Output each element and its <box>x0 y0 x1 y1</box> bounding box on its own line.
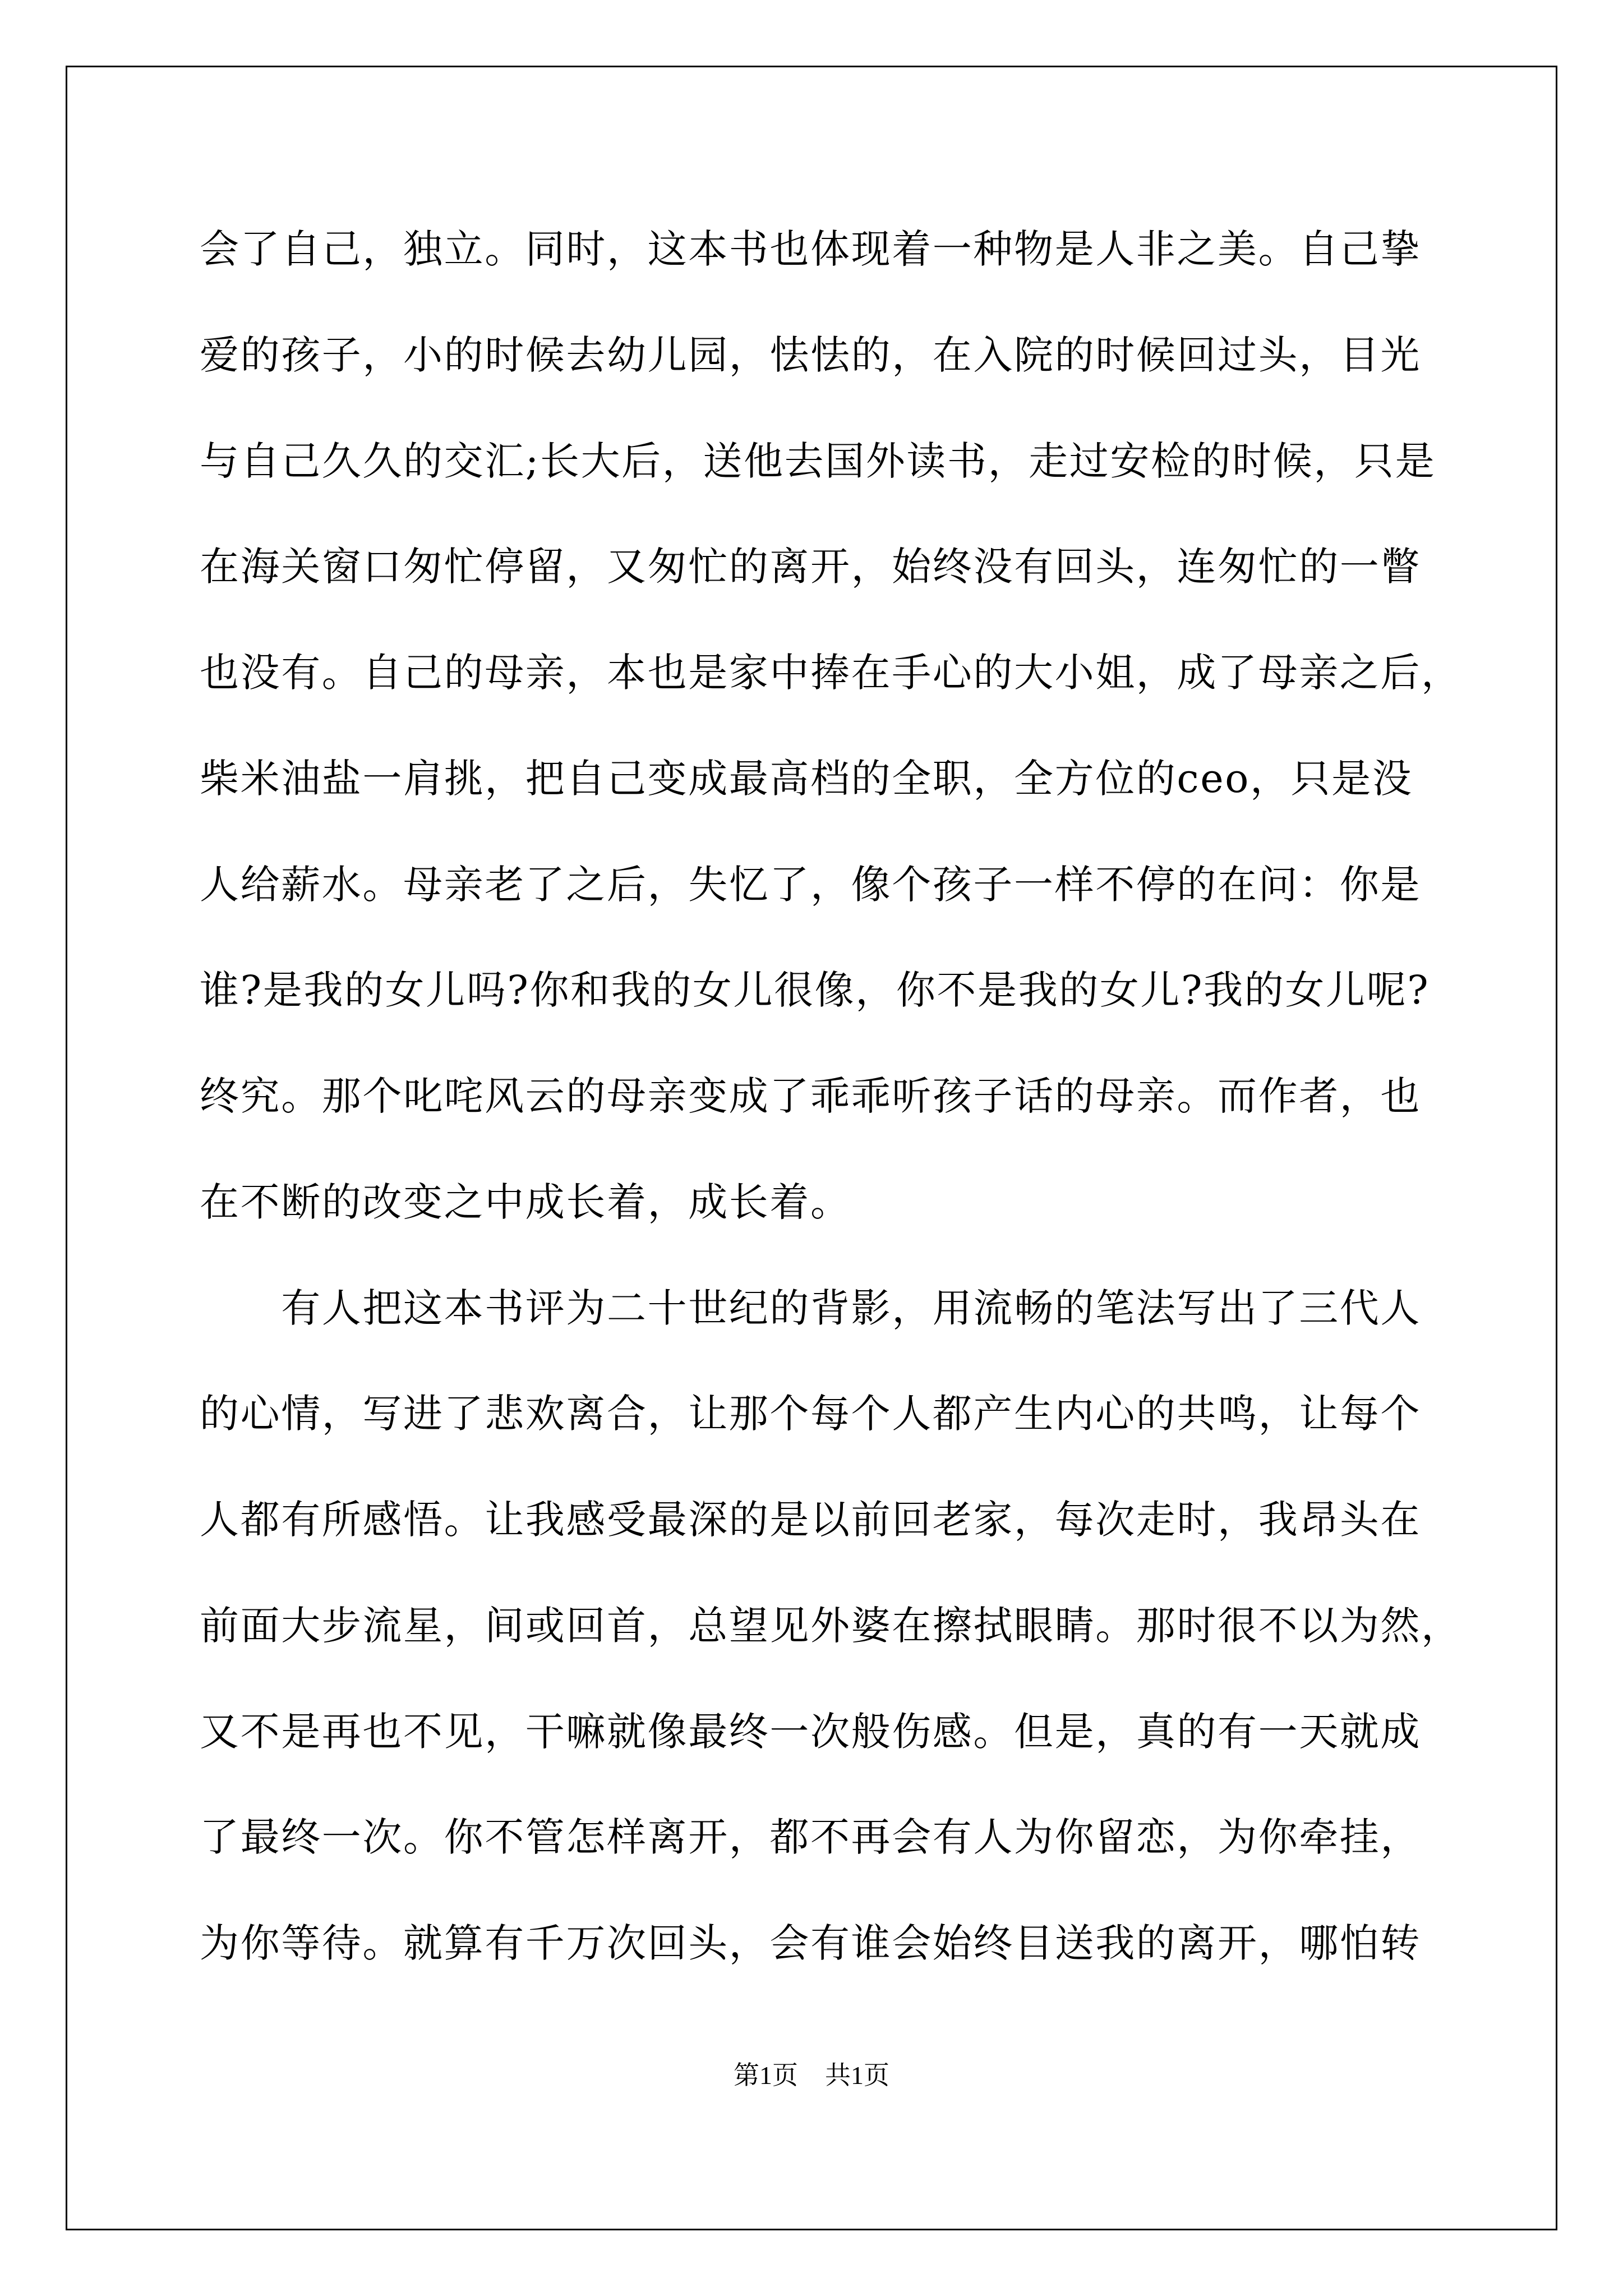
page-border <box>66 66 1557 2230</box>
page-total: 共1页 <box>825 2061 889 2090</box>
text-line: 前面大步流星，间或回首，总望见外婆在擦拭眼睛。那时很不以为然， <box>200 1603 1462 1649</box>
text-line: 柴米油盐一肩挑，把自己变成最高档的全职，全方位的ceo，只是没 <box>200 756 1413 802</box>
text-line: 人给薪水。母亲老了之后，失忆了，像个孩子一样不停的在问：你是 <box>200 862 1421 908</box>
text-line: 又不是再也不见，干嘛就像最终一次般伤感。但是，真的有一天就成 <box>200 1709 1421 1755</box>
text-line: 在海关窗口匆忙停留，又匆忙的离开，始终没有回头，连匆忙的一瞥 <box>200 544 1421 590</box>
text-line: 的心情，写进了悲欢离合，让那个每个人都产生内心的共鸣，让每个 <box>200 1391 1421 1437</box>
text-line: 也没有。自己的母亲，本也是家中捧在手心的大小姐，成了母亲之后， <box>200 650 1462 696</box>
text-line: 爱的孩子，小的时候去幼儿园，怯怯的，在入院的时候回过头，目光 <box>200 332 1421 378</box>
page-footer <box>0 2059 1623 2092</box>
text-line: 有人把这本书评为二十世纪的背影，用流畅的笔法写出了三代人 <box>200 1285 1421 1331</box>
text-line: 与自己久久的交汇;长大后，送他去国外读书，走过安检的时候，只是 <box>200 438 1436 484</box>
text-line: 人都有所感悟。让我感受最深的是以前回老家，每次走时，我昂头在 <box>200 1497 1421 1543</box>
text-line: 谁?是我的女儿吗?你和我的女儿很像，你不是我的女儿?我的女儿呢? <box>200 967 1430 1013</box>
text-line: 会了自己，独立。同时，这本书也体现着一种物是人非之美。自己挚 <box>200 226 1421 272</box>
text-line: 在不断的改变之中成长着，成长着。 <box>200 1179 851 1225</box>
page-number: 第1页 <box>734 2061 798 2090</box>
text-line: 为你等待。就算有千万次回头，会有谁会始终目送我的离开，哪怕转 <box>200 1920 1421 1966</box>
text-line: 了最终一次。你不管怎样离开，都不再会有人为你留恋，为你牵挂， <box>200 1814 1421 1860</box>
text-line: 终究。那个叱咤风云的母亲变成了乖乖听孩子话的母亲。而作者，也 <box>200 1073 1421 1119</box>
